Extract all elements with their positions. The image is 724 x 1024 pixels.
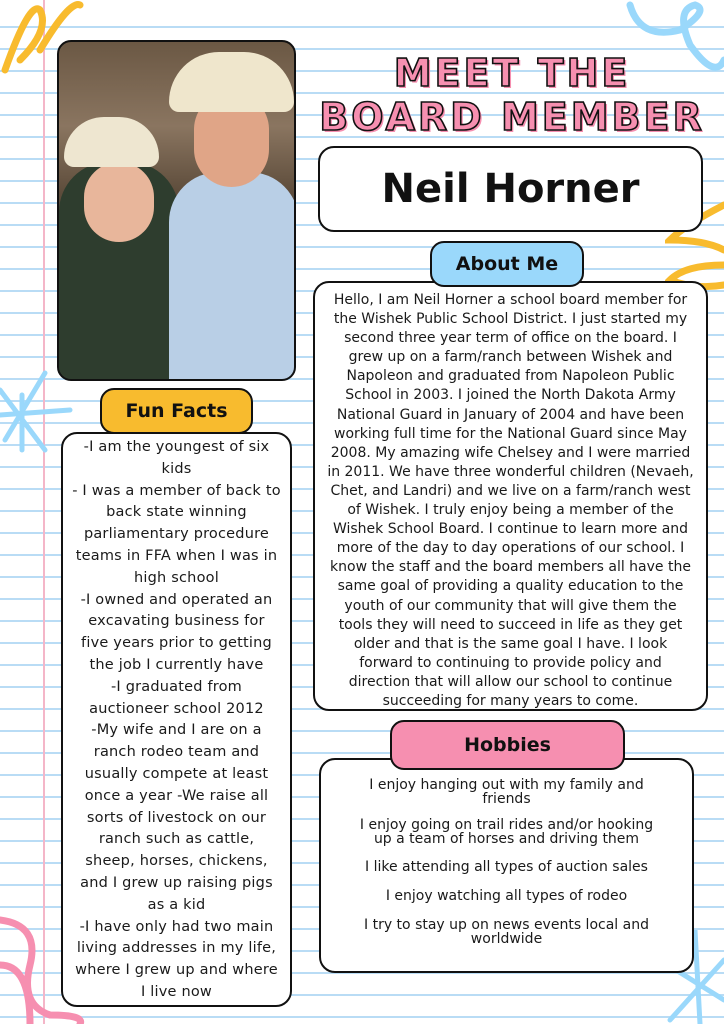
hobby-item: I enjoy watching all types of rodeo xyxy=(385,888,628,904)
notebook-margin-line xyxy=(43,0,45,1024)
title-line-1: MEET THE xyxy=(393,51,631,95)
name-box xyxy=(318,146,703,232)
hobbies-label: Hobbies xyxy=(390,720,625,770)
board-member-photo xyxy=(57,40,296,381)
hobby-item: I like attending all types of auction sales xyxy=(365,859,648,875)
hobbies-box xyxy=(319,758,694,973)
hobby-item: I enjoy going on trail rides and/or hooking up a team of horses and driving them xyxy=(359,817,654,847)
hat-right xyxy=(169,52,294,112)
hobby-item: I enjoy hanging out with my family and friends xyxy=(369,777,644,807)
title-line-2: BOARD MEMBER xyxy=(319,95,705,139)
fun-facts-box xyxy=(61,432,292,1007)
about-me-label: About Me xyxy=(430,241,584,287)
member-name: Neil Horner xyxy=(381,166,640,212)
about-me-text: Hello, I am Neil Horner a school board member for the Wishek Public School District. I just started my second three year term of office on the board. I grew up on a farm/ranch between Wishek and Napoleon and graduated from Napoleon Public School in 2003. I joined the North Dakota Army National Guard in January of 2004 and have been working full time for the National Guard since May 2008. My amazing wife Chelsey and I were married in 2011. We have three wonderful children (Nevaeh, Chet, and Landri) and we live on a farm/ranch west of Wishek. I truly enjoy being a member of the Wishek School Board. I continue to learn more and more of the day to day operations of our school. I know the staff and the board members all have the same goal of providing a quality education to the youth of our community that will give them the tools they will need to succeed in life as they get older and that is the same goal I have. I look forward to continuing to provide policy and direction that will allow our school to continue succeeding for many years to come. xyxy=(327,292,694,709)
face-left xyxy=(84,162,154,242)
fun-facts-text: -I am the youngest of six kids - I was a member of back to back state winning parliamentary procedure teams in FFA when I was in high school -I owned and operated an excavating business for five years prior to getting the job I currently have -I graduated from auctioneer school 2012 -My wife and I are on a ranch rodeo team and usually compete at least once a year -We raise all sorts of livestock on our ranch such as cattle, sheep, horses, chickens, and I grew up raising pigs as a kid -I have only had two main living addresses in my life, where I grew up and where I live now xyxy=(72,439,281,1000)
person-right xyxy=(169,172,296,381)
hobby-item: I try to stay up on news events local and worldwide xyxy=(364,917,649,947)
fun-facts-label: Fun Facts xyxy=(100,388,253,434)
about-me-box xyxy=(313,281,708,711)
hat-left xyxy=(64,117,159,167)
